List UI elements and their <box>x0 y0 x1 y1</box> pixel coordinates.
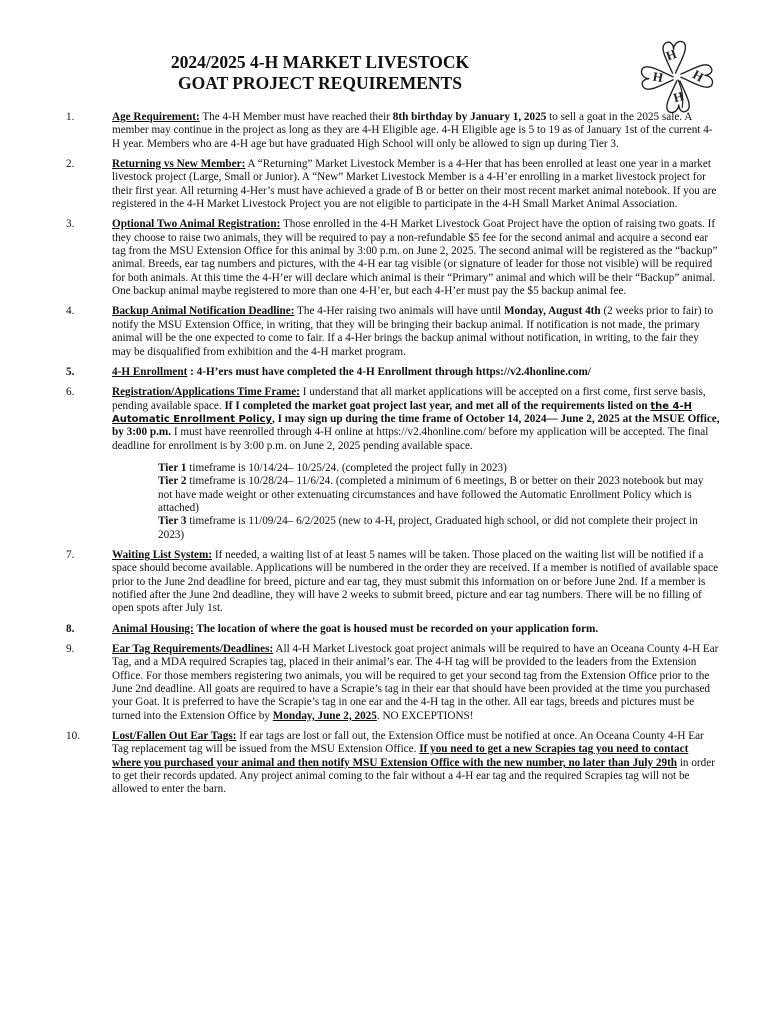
list-item <box>66 111 720 151</box>
item-text: I must have reenrolled through 4-H online at https://v2.4honline.com/ before my application will be accepted. The final deadline for enrollment is by 3:00 p.m. on June 2, 2025 pending available space. <box>112 426 709 452</box>
item-heading: Returning vs New Member: <box>112 158 246 171</box>
item-heading: Lost/Fallen Out Ear Tags: <box>112 730 237 743</box>
item-heading: Waiting List System: <box>112 548 213 561</box>
item-text: to sell a goat in the 2025 sale. A member may continue in the project as long as they are 4-H Eligible age. 4-H Eligible age is 5 to 19 as of January 1st of the current 4-H year. Members who are 4-H age but have graduated High School will only be allowed to sign up during Tier 3. <box>112 111 713 150</box>
item-bold-text: Monday, August 4th <box>503 305 601 318</box>
leaf-letter: H <box>664 46 679 64</box>
item-number: 9. <box>66 643 75 656</box>
item-number: 5. <box>66 365 75 378</box>
item-heading: Age Requirement: <box>112 111 200 123</box>
list-item <box>66 643 720 723</box>
tier-item <box>158 462 720 475</box>
tier-text: timeframe is 10/28/24– 11/6/24. (completed a minimum of 6 meetings, B or better on their 2023 notebook but may not have made weight or other extenuating circumstances and have followed the Automatic Enrollment Policy which is attached) <box>158 475 704 514</box>
item-bold-text: If you need to get a new Scrapies tag you need to contact where you purchased your animal and then notify MSU Extension Office with the new number, no later than July 29th <box>112 743 689 769</box>
item-number: 3. <box>66 218 75 231</box>
item-text: (2 weeks prior to fair) to notify the MSU Extension Office, in writing, that they will be bringing their backup animal. If notification is not made, the primary animal will be the one expected to come to fair. If a 4-Her brings the backup animal without notification, in writing, to the fair they may be disqualified from exhibition and the 4-H market program. <box>112 305 714 358</box>
tier-label: Tier 2 <box>158 475 187 488</box>
item-bold-text: 8th birthday by January 1, 2025 <box>392 111 547 123</box>
list-item <box>66 366 720 379</box>
leaf-letter: H <box>651 69 665 86</box>
item-bold-text: Monday, June 2, 2025 <box>272 709 377 722</box>
item-text: The 4-Her raising two animals will have until <box>294 305 504 318</box>
title-line-2: GOAT PROJECT REQUIREMENTS <box>178 73 462 93</box>
item-text: : 4-H’ers must have completed the 4-H Enrollment through https://v2.4honline.com/ <box>187 365 591 378</box>
item-text: If needed, a waiting list of at least 5 names will be taken. Those placed on the waiting list will be notified if a space should become available. Applications will be numbered in the order they are received. If a member is notified of available space prior to the June 2nd deadline for breed, picture and ear tag, they must submit this information on or before June 2nd. If a member is notified after the June 2nd deadline, they will have 2 weeks to submit breed, picture and ear tag numbers. There will be no filling of open spots after July 1st. <box>112 548 719 615</box>
four-leaf-clover-4h-icon <box>634 34 720 120</box>
requirements-list <box>66 111 720 804</box>
tier-item <box>158 515 720 542</box>
item-number: 10. <box>66 730 80 743</box>
item-text: All 4-H Market Livestock goat project animals will be required to have an Oceana County 4-H Ear Tag, and a MDA required Scrapies tag, placed in their animal’s ear. The 4-H tag will be provided to the leaders from the Extension Office. For those members registering two animals, you will be required to get your second tag from the Extension Office prior to the June 2nd deadline. All goats are required to have a Scrapie’s tag in their ear that should have been provided at the time you purchased your Goat. It is preferred to have the Scrapie’s tag in one ear and the 4-H tag in the other. All ear tags, breeds and pictures must be turned into the Extension Office by <box>112 643 719 722</box>
item-number: 1. <box>66 111 75 123</box>
item-text: I understand that all market applications will be accepted on a first come, first serve basis, pending available space. <box>112 386 706 412</box>
tier-list <box>158 462 720 542</box>
tier-label: Tier 1 <box>158 461 187 474</box>
leaf-letter: H <box>690 67 706 85</box>
list-item <box>66 305 720 358</box>
item-text: in order to get their records updated. Any project animal coming to the fair without a 4-H ear tag and the required Scrapies tag will not be allowed to enter the barn. <box>112 756 715 796</box>
tier-text: timeframe is 10/14/24– 10/25/24. (completed the project fully in 2023) <box>186 461 507 474</box>
item-number: 4. <box>66 305 75 318</box>
item-heading: 4-H Enrollment <box>112 365 188 378</box>
list-item <box>66 218 720 298</box>
item-text: . NO EXCEPTIONS! <box>376 709 474 722</box>
item-heading: Ear Tag Requirements/Deadlines: <box>112 643 274 656</box>
title-line-1: 2024/2025 4-H MARKET LIVESTOCK <box>170 52 470 72</box>
item-number: 8. <box>66 622 75 635</box>
list-item <box>66 386 720 542</box>
leaf-letter: H <box>671 89 686 106</box>
item-text: If ear tags are lost or fall out, the Extension Office must be notified at once. An Oceana County 4-H Ear Tag replacement tag will be issued from the MSU Extension Office. <box>112 730 704 756</box>
item-heading: Backup Animal Notification Deadline: <box>112 305 295 318</box>
item-bold-text: , I may sign up during the time frame of October 14, 2024— June 2, 2025 at the MSUE Office, by 3:00 p.m. <box>112 412 720 439</box>
tier-text: timeframe is 11/09/24– 6/2/2025 (new to 4-H, project, Graduated high school, or did not complete their project in 2023) <box>158 515 698 541</box>
item-text: A “Returning” Market Livestock Member is a 4-Her that has been enrolled at least one year in a market livestock project (Large, Small or Junior). A “New” Market Livestock Member is a 4-H’er enrolling in a market livestock project for their first year. All returning 4-Her’s must have achieved a grade of B or better on their most recent market animal notebook. If you are registered in the 4-H Market Livestock Project you are not eligible to participate in the 4-H Small Market Animal Association. <box>112 158 717 211</box>
item-heading: Optional Two Animal Registration: <box>112 218 281 231</box>
item-number: 2. <box>66 158 75 171</box>
list-item <box>66 549 720 616</box>
tier-item <box>158 475 720 515</box>
tier-label: Tier 3 <box>158 515 187 528</box>
automatic-enrollment-policy-link[interactable]: the 4-H Automatic Enrollment Policy <box>112 400 692 425</box>
item-text: The location of where the goat is housed must be recorded on your application form. <box>193 622 599 635</box>
list-item <box>66 158 720 211</box>
item-number: 6. <box>66 386 75 399</box>
item-bold-text: If I completed the market goat project last year, and met all of the requirements listed on <box>224 399 651 412</box>
item-text: The 4-H Member must have reached their <box>199 111 393 123</box>
list-item <box>66 623 720 636</box>
list-item <box>66 730 720 797</box>
item-number: 7. <box>66 548 75 561</box>
item-heading: Animal Housing: <box>112 622 194 635</box>
item-heading: Registration/Applications Time Frame: <box>112 386 300 399</box>
item-text: Those enrolled in the 4-H Market Livestock Goat Project have the option of raising two goats. If they choose to raise two animals, they will be required to pay a non-refundable $5 fee for the second animal and acquire a second ear tag from the MSU Extension Office for this animal by 3:00 p.m. on June 2, 2025. The second animal will be registered as the “backup” animal. Breeds, ear tag numbers and pictures, with the 4-H ear tag visible (or signature of leader for those not visible) will be required for both animals. At this time the 4-H’er will declare which animal is their “Primary” animal and which will be their “Backup” animal. One backup animal maybe registered to more than one 4-H’er, but each 4-H’er must pay the $5 backup animal fee. <box>112 218 718 298</box>
page-title <box>120 52 520 94</box>
